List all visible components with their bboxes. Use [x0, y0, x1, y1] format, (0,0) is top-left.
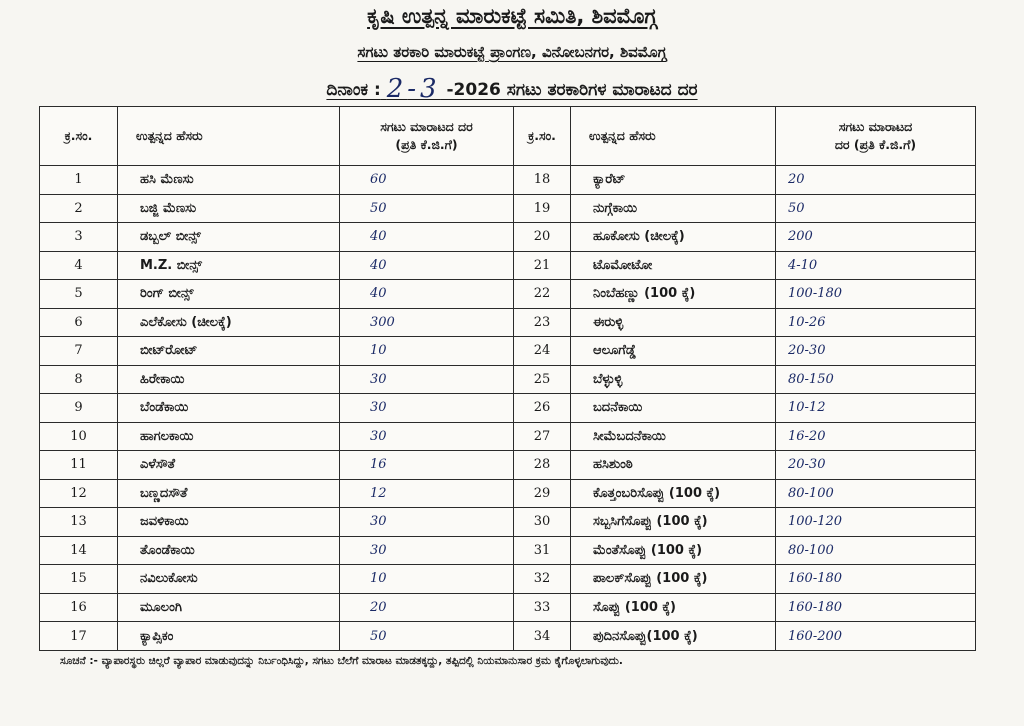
product-name-right: ಪಾಲಕ್‌ಸೊಪ್ಪು (100 ಕ್ಕೆ)	[571, 565, 776, 594]
price-right: 160-180	[776, 565, 976, 594]
price-right: 100-120	[776, 508, 976, 537]
date-heading-rest: -2026 ಸಗಟು ತರಕಾರಿಗಳ ಮಾರಾಟದ ದರ	[446, 80, 698, 100]
document-subtitle	[0, 43, 1024, 61]
price-left: 30	[340, 394, 514, 423]
product-name-left: ಮೂಲಂಗಿ	[118, 593, 340, 622]
price-right: 50	[776, 194, 976, 223]
table-row	[40, 251, 976, 280]
serial-right: 28	[514, 451, 571, 480]
date-label: ದಿನಾಂಕ :	[326, 80, 381, 100]
price-right: 80-150	[776, 365, 976, 394]
serial-right: 24	[514, 337, 571, 366]
product-name-left: ಕ್ಯಾಪ್ಸಿಕಂ	[118, 622, 340, 651]
product-name-right: ಟೊಮೋಟೋ	[571, 251, 776, 280]
product-name-right: ಬದನೆಕಾಯಿ	[571, 394, 776, 423]
serial-left: 4	[40, 251, 118, 280]
serial-left: 13	[40, 508, 118, 537]
price-left: 300	[340, 308, 514, 337]
date-line	[0, 74, 1024, 104]
price-left: 50	[340, 622, 514, 651]
product-name-right: ಈರುಳ್ಳಿ	[571, 308, 776, 337]
col-header-name-right: ಉತ್ಪನ್ನದ ಹೆಸರು	[571, 107, 776, 166]
price-left: 16	[340, 451, 514, 480]
price-right: 20	[776, 166, 976, 195]
col-header-rate-right	[776, 107, 976, 166]
table-row	[40, 337, 976, 366]
document-title: ಕೃಷಿ ಉತ್ಪನ್ನ ಮಾರುಕಟ್ಟೆ ಸಮಿತಿ, ಶಿವಮೊಗ್ಗ	[367, 4, 657, 28]
table-row	[40, 280, 976, 309]
serial-right: 30	[514, 508, 571, 537]
product-name-right: ಸಬ್ಬಸಿಗೆಸೊಪ್ಪು (100 ಕ್ಕೆ)	[571, 508, 776, 537]
product-name-left: ಬಜ್ಜಿ ಮೆಣಸು	[118, 194, 340, 223]
date-month: 3	[420, 74, 441, 104]
serial-right: 19	[514, 194, 571, 223]
price-right: 16-20	[776, 422, 976, 451]
product-name-right: ಕೊತ್ತಂಬರಿಸೊಪ್ಪು (100 ಕ್ಕೆ)	[571, 479, 776, 508]
product-name-left: ಎಲೆಕೋಸು (ಚೀಲಕ್ಕೆ)	[118, 308, 340, 337]
table-row	[40, 508, 976, 537]
col-header-name-left: ಉತ್ಪನ್ನದ ಹೆಸರು	[118, 107, 340, 166]
product-name-right: ಸೀಮೆಬದನೆಕಾಯಿ	[571, 422, 776, 451]
price-right: 4-10	[776, 251, 976, 280]
product-name-right: ಸೊಪ್ಪು (100 ಕ್ಕೆ)	[571, 593, 776, 622]
col-header-sno-right: ಕ್ರ.ಸಂ.	[514, 107, 571, 166]
price-right: 80-100	[776, 479, 976, 508]
table-row	[40, 593, 976, 622]
product-name-left: ಬೀಟ್‌ರೋಟ್	[118, 337, 340, 366]
table-row	[40, 166, 976, 195]
price-right: 200	[776, 223, 976, 252]
product-name-left: ಡಬ್ಬಲ್ ಬೀನ್ಸ್	[118, 223, 340, 252]
table-row	[40, 622, 976, 651]
serial-right: 27	[514, 422, 571, 451]
price-left: 30	[340, 536, 514, 565]
serial-left: 14	[40, 536, 118, 565]
serial-left: 15	[40, 565, 118, 594]
serial-right: 25	[514, 365, 571, 394]
date-day: 2	[386, 74, 408, 104]
price-left: 50	[340, 194, 514, 223]
price-right: 160-180	[776, 593, 976, 622]
serial-right: 32	[514, 565, 571, 594]
table-row	[40, 308, 976, 337]
table-row	[40, 422, 976, 451]
serial-right: 34	[514, 622, 571, 651]
price-left: 30	[340, 422, 514, 451]
table-header-row	[40, 107, 976, 166]
price-right: 20-30	[776, 451, 976, 480]
footer-note: ಸೂಚನೆ :- ವ್ಯಾಪಾರಸ್ಥರು ಚಿಲ್ಲರೆ ವ್ಯಾಪಾರ ಮಾಡುವುದನ್ನು ನಿರ್ಬಂಧಿಸಿದ್ದು, ಸಗಟು ಬೆಲೆಗೆ ಮಾರಾಟ ಮಾಡತಕ್ಕದ್ದು, ತಪ್ಪಿದಲ್ಲಿ ನಿಯಮಾನುಸಾರ ಕ್ರಮ ಕೈಗೊಳ್ಳಲಾಗುವುದು.	[60, 655, 623, 667]
serial-right: 26	[514, 394, 571, 423]
col-header-rate-right-line1: ಸಗಟು ಮಾರಾಟದ	[838, 119, 913, 134]
serial-left: 11	[40, 451, 118, 480]
product-name-right: ನಿಂಬೆಹಣ್ಣು (100 ಕ್ಕೆ)	[571, 280, 776, 309]
product-name-left: ಹಾಗಲಕಾಯಿ	[118, 422, 340, 451]
col-header-rate-left-line2: (ಪ್ರತಿ ಕೆ.ಜಿ.ಗೆ)	[395, 137, 458, 152]
product-name-left: ಬಣ್ಣದಸೌತೆ	[118, 479, 340, 508]
serial-right: 20	[514, 223, 571, 252]
price-left: 10	[340, 565, 514, 594]
serial-left: 8	[40, 365, 118, 394]
product-name-left: ಹಸಿ ಮೆಣಸು	[118, 166, 340, 195]
table-row	[40, 451, 976, 480]
product-name-right: ಪುದಿನಸೊಪ್ಪು(100 ಕ್ಕೆ)	[571, 622, 776, 651]
price-right: 100-180	[776, 280, 976, 309]
serial-left: 6	[40, 308, 118, 337]
product-name-left: M.Z. ಬೀನ್ಸ್	[118, 251, 340, 280]
serial-left: 3	[40, 223, 118, 252]
product-name-left: ಹಿರೇಕಾಯಿ	[118, 365, 340, 394]
product-name-right: ಕ್ಯಾರೆಟ್	[571, 166, 776, 195]
col-header-rate-left-line1: ಸಗಟು ಮಾರಾಟದ ದರ	[380, 119, 473, 134]
price-right: 20-30	[776, 337, 976, 366]
serial-left: 9	[40, 394, 118, 423]
serial-left: 1	[40, 166, 118, 195]
price-left: 20	[340, 593, 514, 622]
product-name-right: ಮೆಂತೆಸೊಪ್ಪು (100 ಕ್ಕೆ)	[571, 536, 776, 565]
market-address: ಸಗಟು ತರಕಾರಿ ಮಾರುಕಟ್ಟೆ ಪ್ರಾಂಗಣ, ವಿನೋಬನಗರ, ಶಿವಮೊಗ್ಗ	[357, 43, 667, 61]
product-name-left: ರಿಂಗ್ ಬೀನ್ಸ್	[118, 280, 340, 309]
product-name-left: ತೊಂಡೆಕಾಯಿ	[118, 536, 340, 565]
table-row	[40, 536, 976, 565]
product-name-left: ಜವಳಿಕಾಯಿ	[118, 508, 340, 537]
price-left: 40	[340, 251, 514, 280]
price-right: 10-12	[776, 394, 976, 423]
price-left: 60	[340, 166, 514, 195]
col-header-rate-right-line2: ದರ (ಪ್ರತಿ ಕೆ.ಜಿ.ಗೆ)	[834, 137, 917, 152]
price-left: 10	[340, 337, 514, 366]
price-left: 12	[340, 479, 514, 508]
price-right: 160-200	[776, 622, 976, 651]
serial-left: 17	[40, 622, 118, 651]
table-row	[40, 194, 976, 223]
product-name-right: ಬೆಳ್ಳುಳ್ಳಿ	[571, 365, 776, 394]
serial-left: 16	[40, 593, 118, 622]
price-left: 30	[340, 508, 514, 537]
serial-right: 23	[514, 308, 571, 337]
product-name-left: ನವಿಲುಕೋಸು	[118, 565, 340, 594]
product-name-left: ಎಳೆಸೌತೆ	[118, 451, 340, 480]
table-row	[40, 394, 976, 423]
serial-right: 33	[514, 593, 571, 622]
serial-right: 29	[514, 479, 571, 508]
price-table	[39, 106, 976, 651]
table-row	[40, 223, 976, 252]
product-name-right: ಹಸಿಶುಂಠಿ	[571, 451, 776, 480]
date-separator: -	[407, 74, 421, 104]
serial-right: 21	[514, 251, 571, 280]
product-name-right: ನುಗ್ಗೆಕಾಯಿ	[571, 194, 776, 223]
serial-right: 18	[514, 166, 571, 195]
product-name-right: ಹೂಕೋಸು (ಚೀಲಕ್ಕೆ)	[571, 223, 776, 252]
serial-left: 5	[40, 280, 118, 309]
col-header-sno-left: ಕ್ರ.ಸಂ.	[40, 107, 118, 166]
price-right: 80-100	[776, 536, 976, 565]
price-right: 10-26	[776, 308, 976, 337]
serial-left: 12	[40, 479, 118, 508]
product-name-left: ಬೆಂಡೆಕಾಯಿ	[118, 394, 340, 423]
serial-left: 10	[40, 422, 118, 451]
serial-right: 31	[514, 536, 571, 565]
table-row	[40, 565, 976, 594]
price-left: 40	[340, 280, 514, 309]
table-row	[40, 479, 976, 508]
product-name-right: ಆಲೂಗೆಡ್ಡೆ	[571, 337, 776, 366]
price-left: 40	[340, 223, 514, 252]
col-header-rate-left	[340, 107, 514, 166]
price-left: 30	[340, 365, 514, 394]
serial-right: 22	[514, 280, 571, 309]
table-row	[40, 365, 976, 394]
serial-left: 2	[40, 194, 118, 223]
serial-left: 7	[40, 337, 118, 366]
